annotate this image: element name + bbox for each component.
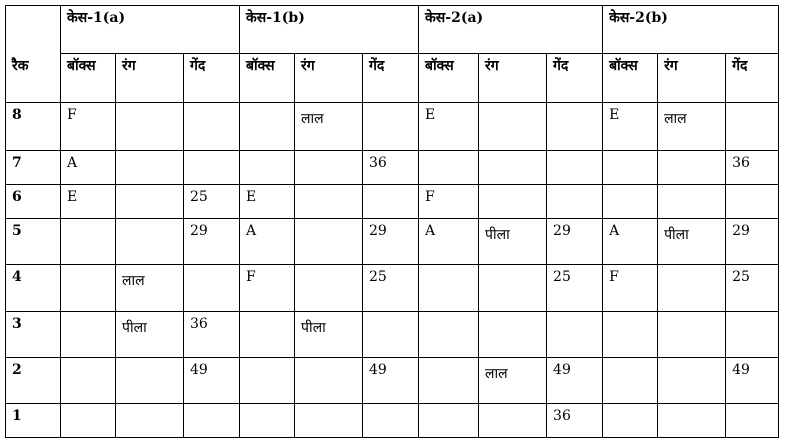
box-header: बॉक्स — [61, 54, 116, 103]
box-cell: A — [419, 219, 479, 265]
color-cell: लाल — [295, 103, 363, 151]
box-cell — [240, 151, 295, 185]
color-cell: पीला — [658, 219, 726, 265]
color-cell — [658, 185, 726, 219]
ball-cell: 29 — [363, 219, 419, 265]
ball-header: गेंद — [363, 54, 419, 103]
box-cell — [419, 404, 479, 438]
case-header: केस-1(b) — [240, 6, 419, 54]
box-cell: A — [240, 219, 295, 265]
ball-cell: 36 — [547, 404, 603, 438]
rack-row — [6, 103, 779, 151]
box-header: बॉक्स — [419, 54, 479, 103]
color-cell — [116, 151, 184, 185]
color-cell — [295, 358, 363, 404]
ball-cell — [363, 185, 419, 219]
box-cell — [240, 404, 295, 438]
ball-cell: 25 — [726, 265, 779, 312]
box-cell: E — [419, 103, 479, 151]
color-cell — [295, 185, 363, 219]
ball-cell — [184, 404, 240, 438]
corner-cell — [6, 6, 61, 54]
color-cell — [295, 265, 363, 312]
box-cell: F — [603, 265, 658, 312]
ball-cell — [184, 265, 240, 312]
ball-cell: 29 — [547, 219, 603, 265]
ball-cell — [363, 312, 419, 358]
color-cell — [479, 185, 547, 219]
rack-number: 8 — [6, 103, 61, 151]
color-cell — [479, 103, 547, 151]
color-cell — [116, 219, 184, 265]
box-cell: A — [61, 151, 116, 185]
box-cell — [61, 219, 116, 265]
rack-number: 3 — [6, 312, 61, 358]
color-cell — [479, 265, 547, 312]
box-cell: E — [240, 185, 295, 219]
sub-header-row — [6, 54, 779, 103]
rack-row — [6, 185, 779, 219]
box-cell — [603, 312, 658, 358]
ball-cell: 49 — [726, 358, 779, 404]
ball-cell — [184, 103, 240, 151]
ball-cell — [547, 151, 603, 185]
ball-cell — [547, 185, 603, 219]
box-cell — [61, 358, 116, 404]
ball-header: गेंद — [547, 54, 603, 103]
color-cell — [116, 404, 184, 438]
ball-cell — [547, 312, 603, 358]
color-cell — [479, 151, 547, 185]
color-cell — [116, 103, 184, 151]
color-header: रंग — [658, 54, 726, 103]
rack-row — [6, 219, 779, 265]
color-header: रंग — [116, 54, 184, 103]
box-cell — [419, 151, 479, 185]
box-cell: E — [603, 103, 658, 151]
ball-cell — [726, 312, 779, 358]
color-cell — [295, 404, 363, 438]
rack-number: 7 — [6, 151, 61, 185]
color-header: रंग — [295, 54, 363, 103]
box-header: बॉक्स — [240, 54, 295, 103]
color-cell — [479, 312, 547, 358]
color-cell — [116, 185, 184, 219]
box-cell — [603, 185, 658, 219]
box-cell — [419, 265, 479, 312]
color-cell — [658, 312, 726, 358]
box-cell: A — [603, 219, 658, 265]
box-cell — [61, 265, 116, 312]
ball-cell: 36 — [363, 151, 419, 185]
ball-cell: 49 — [547, 358, 603, 404]
color-cell: पीला — [295, 312, 363, 358]
color-cell: लाल — [658, 103, 726, 151]
box-cell — [603, 404, 658, 438]
rack-box-table — [5, 5, 779, 438]
box-header: बॉक्स — [603, 54, 658, 103]
rack-number: 5 — [6, 219, 61, 265]
ball-cell — [726, 103, 779, 151]
box-cell — [603, 358, 658, 404]
color-header: रंग — [479, 54, 547, 103]
ball-header: गेंद — [726, 54, 779, 103]
color-cell: पीला — [479, 219, 547, 265]
ball-cell: 49 — [184, 358, 240, 404]
rack-row — [6, 358, 779, 404]
rack-row — [6, 265, 779, 312]
ball-cell: 29 — [184, 219, 240, 265]
case-header: केस-1(a) — [61, 6, 240, 54]
color-cell: लाल — [479, 358, 547, 404]
case-header-row — [6, 6, 779, 54]
color-cell — [658, 265, 726, 312]
box-cell: E — [61, 185, 116, 219]
ball-cell — [726, 404, 779, 438]
box-cell: F — [419, 185, 479, 219]
rack-row — [6, 151, 779, 185]
rack-number: 6 — [6, 185, 61, 219]
color-cell: लाल — [116, 265, 184, 312]
ball-cell — [363, 103, 419, 151]
color-cell — [479, 404, 547, 438]
case-header: केस-2(a) — [419, 6, 603, 54]
ball-cell: 36 — [184, 312, 240, 358]
color-cell — [658, 151, 726, 185]
rack-row — [6, 404, 779, 438]
rack-number: 1 — [6, 404, 61, 438]
ball-cell: 25 — [184, 185, 240, 219]
ball-cell: 25 — [363, 265, 419, 312]
rack-number: 2 — [6, 358, 61, 404]
color-cell — [295, 151, 363, 185]
ball-cell — [726, 185, 779, 219]
box-cell — [419, 358, 479, 404]
box-cell: F — [240, 265, 295, 312]
box-cell — [603, 151, 658, 185]
ball-cell: 36 — [726, 151, 779, 185]
ball-cell — [363, 404, 419, 438]
ball-cell — [184, 151, 240, 185]
box-cell — [240, 103, 295, 151]
box-cell — [61, 404, 116, 438]
ball-header: गेंद — [184, 54, 240, 103]
box-cell — [240, 358, 295, 404]
color-cell — [116, 358, 184, 404]
color-cell — [658, 404, 726, 438]
ball-cell: 49 — [363, 358, 419, 404]
ball-cell — [547, 103, 603, 151]
box-cell — [419, 312, 479, 358]
rack-header: रैक — [6, 54, 61, 103]
rack-row — [6, 312, 779, 358]
case-header: केस-2(b) — [603, 6, 779, 54]
color-cell — [658, 358, 726, 404]
box-cell — [240, 312, 295, 358]
ball-cell: 29 — [726, 219, 779, 265]
box-cell: F — [61, 103, 116, 151]
color-cell: पीला — [116, 312, 184, 358]
rack-number: 4 — [6, 265, 61, 312]
color-cell — [295, 219, 363, 265]
ball-cell: 25 — [547, 265, 603, 312]
box-cell — [61, 312, 116, 358]
